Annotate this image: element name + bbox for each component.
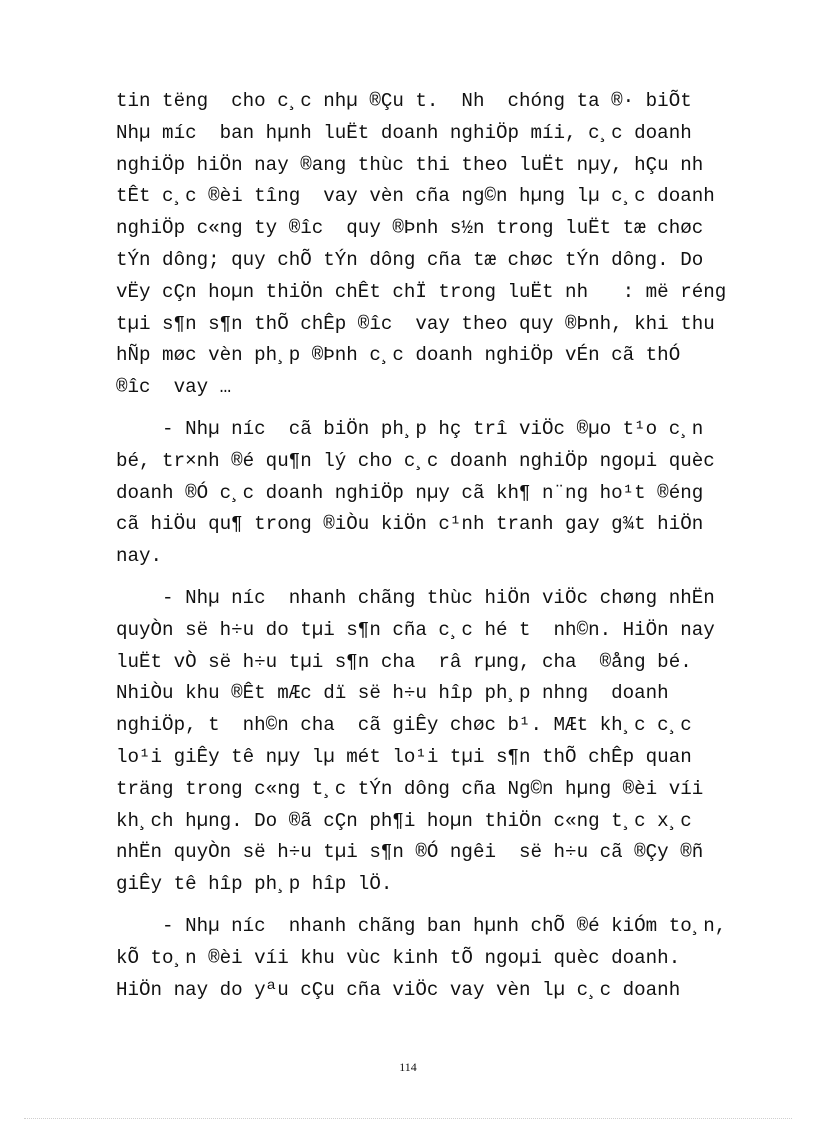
- text-line: kh¸ch hµng. Do ®ã cÇn ph¶i hoµn thiÖn c«ng t¸c x¸c: [116, 809, 692, 832]
- text-line: - Nhµ níc nhanh chãng thùc hiÖn viÖc chøng nhËn: [116, 586, 715, 609]
- text-line: träng trong c«ng t¸c tÝn dông cña Ng©n hµng ®èi víi: [116, 777, 704, 800]
- text-line: luËt vÒ së h÷u tµi s¶n cha râ rµng, cha ®ång bé.: [116, 650, 692, 673]
- text-line: tÝn dông; quy chÕ tÝn dông cña tæ chøc tÝn dông. Do: [116, 248, 704, 271]
- text-line: bé, tr×nh ®é qu¶n lý cho c¸c doanh nghiÖp ngoµi quèc: [116, 449, 715, 472]
- page-bottom-divider: [24, 1118, 792, 1119]
- text-line: - Nhµ níc nhanh chãng ban hµnh chÕ ®é kiÓm to¸n,: [116, 914, 727, 937]
- paragraph: [116, 414, 740, 573]
- text-line: nhËn quyÒn së h÷u tµi s¶n ®Ó ngêi së h÷u cã ®Çy ®ñ: [116, 841, 704, 864]
- text-line: lo¹i giÊy tê nµy lµ mét lo¹i tµi s¶n thÕ chÊp quan: [116, 745, 692, 768]
- text-line: nghiÖp hiÖn nay ®ang thùc thi theo luËt nµy, hÇu nh: [116, 153, 704, 176]
- text-line: nghiÖp, t nh©n cha cã giÊy chøc b¹. MÆt kh¸c c¸c: [116, 714, 692, 737]
- paragraph-gap: [116, 573, 740, 583]
- text-line: giÊy tê hîp ph¸p hîp lÖ.: [116, 873, 393, 896]
- paragraph-gap: [116, 404, 740, 414]
- text-line: nghiÖp c«ng ty ®îc quy ®Þnh s½n trong luËt tæ chøc: [116, 217, 704, 240]
- text-line: hÑp møc vèn ph¸p ®Þnh c¸c doanh nghiÖp vÉn cã thÓ: [116, 344, 681, 367]
- text-line: kÕ to¸n ®èi víi khu vùc kinh tÕ ngoµi quèc doanh.: [116, 946, 681, 969]
- paragraph: [116, 86, 740, 404]
- text-line: HiÖn nay do yªu cÇu cña viÖc vay vèn lµ c¸c doanh: [116, 978, 681, 1001]
- paragraph-gap: [116, 901, 740, 911]
- page-number: 114: [399, 1060, 417, 1074]
- text-line: ®îc vay …: [116, 376, 232, 399]
- text-line: tÊt c¸c ®èi tîng vay vèn cña ng©n hµng lµ c¸c doanh: [116, 185, 715, 208]
- text-line: vËy cÇn hoµn thiÖn chÊt chÏ trong luËt nh : më réng: [116, 280, 727, 303]
- text-line: NhiÒu khu ®Êt mÆc dï së h÷u hîp ph¸p nhng doanh: [116, 682, 669, 705]
- text-line: Nhµ míc ban hµnh luËt doanh nghiÖp míi, c¸c doanh: [116, 121, 692, 144]
- text-line: tµi s¶n s¶n thÕ chÊp ®îc vay theo quy ®Þnh, khi thu: [116, 312, 715, 335]
- text-line: doanh ®Ó c¸c doanh nghiÖp nµy cã kh¶ n¨ng ho¹t ®éng: [116, 481, 704, 504]
- text-line: - Nhµ níc cã biÖn ph¸p hç trî viÖc ®µo t¹o c¸n: [116, 417, 704, 440]
- text-line: quyÒn së h÷u do tµi s¶n cña c¸c hé t nh©n. HiÖn nay: [116, 618, 715, 641]
- text-line: cã hiÖu qu¶ trong ®iÒu kiÖn c¹nh tranh gay g¾t hiÖn: [116, 513, 704, 536]
- text-line: tin tëng cho c¸c nhµ ®Çu t. Nh chóng ta ®· biÕt: [116, 90, 692, 112]
- text-line: nay.: [116, 545, 163, 568]
- paragraph: [116, 583, 740, 901]
- body-text: [116, 86, 740, 1006]
- paragraph: [116, 911, 740, 1006]
